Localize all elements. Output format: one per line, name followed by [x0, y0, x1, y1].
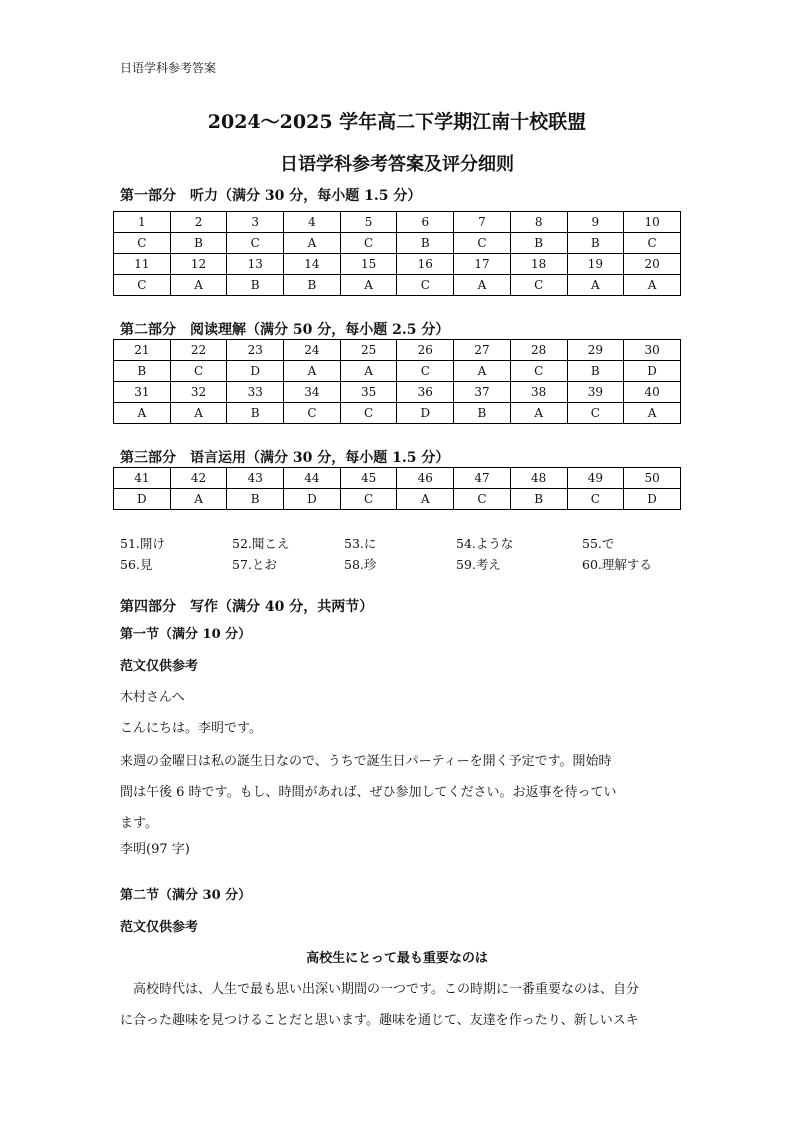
answer-cell: C	[567, 489, 624, 510]
question-number-cell: 49	[567, 468, 624, 489]
answer-cell: C	[454, 489, 511, 510]
fill-answer: 55.で	[582, 536, 615, 551]
question-number-cell: 1	[114, 212, 171, 233]
question-number-cell: 25	[340, 340, 397, 361]
answer-cell: A	[340, 361, 397, 382]
question-number-cell: 28	[510, 340, 567, 361]
answer-cell: A	[170, 489, 227, 510]
answer-cell: A	[340, 275, 397, 296]
question-number-cell: 12	[170, 254, 227, 275]
part2-heading: 第二部分 阅读理解（满分 50 分，每小题 2.5 分）	[120, 322, 450, 338]
question-number-cell: 8	[510, 212, 567, 233]
answer-cell: A	[170, 275, 227, 296]
part3-answer-table	[113, 467, 681, 510]
part1-heading: 第一部分 听力（满分 30 分，每小题 1.5 分）	[120, 188, 422, 204]
question-number-cell: 21	[114, 340, 171, 361]
answer-cell: B	[397, 233, 454, 254]
answer-row	[114, 233, 681, 254]
letter-line: 木村さんへ	[120, 690, 185, 705]
answer-cell: B	[567, 233, 624, 254]
answer-cell: B	[454, 403, 511, 424]
answer-cell: D	[624, 489, 681, 510]
answer-cell: D	[114, 489, 171, 510]
letter-line: ます。	[120, 816, 158, 831]
answer-cell: A	[284, 361, 341, 382]
answer-cell: B	[284, 275, 341, 296]
question-number-cell: 13	[227, 254, 284, 275]
question-number-cell: 43	[227, 468, 284, 489]
question-number-cell: 23	[227, 340, 284, 361]
answer-cell: C	[567, 403, 624, 424]
answer-cell: C	[114, 233, 171, 254]
part3-heading: 第三部分 语言运用（满分 30 分，每小题 1.5 分）	[120, 450, 450, 466]
question-number-cell: 9	[567, 212, 624, 233]
question-number-cell: 10	[624, 212, 681, 233]
fill-answer: 52.聞こえ	[232, 536, 290, 551]
answer-cell: A	[624, 403, 681, 424]
answer-cell: C	[397, 361, 454, 382]
letter-line: こんにちは。李明です。	[120, 721, 262, 736]
answer-cell: B	[510, 233, 567, 254]
answer-cell: C	[397, 275, 454, 296]
answer-cell: A	[114, 403, 171, 424]
essay-title: 高校生にとって最も重要なのは	[306, 951, 488, 966]
question-number-row	[114, 254, 681, 275]
question-number-cell: 47	[454, 468, 511, 489]
section1-sample-label: 范文仅供参考	[120, 659, 199, 674]
fill-answer: 58.珍	[344, 557, 377, 572]
answer-cell: D	[284, 489, 341, 510]
question-number-cell: 30	[624, 340, 681, 361]
answer-cell: B	[114, 361, 171, 382]
answer-cell: C	[510, 275, 567, 296]
question-number-row	[114, 340, 681, 361]
answer-cell: A	[284, 233, 341, 254]
answer-cell: C	[227, 233, 284, 254]
answer-cell: C	[284, 403, 341, 424]
question-number-cell: 3	[227, 212, 284, 233]
answer-cell: C	[510, 361, 567, 382]
page-subtitle: 日语学科参考答案及评分细则	[280, 154, 514, 175]
question-number-cell: 48	[510, 468, 567, 489]
answer-cell: B	[227, 275, 284, 296]
fill-answer: 51.開け	[120, 536, 165, 551]
question-number-row	[114, 382, 681, 403]
answer-cell: A	[170, 403, 227, 424]
answer-cell: D	[624, 361, 681, 382]
answer-cell: A	[397, 489, 454, 510]
fill-answer: 60.理解する	[582, 557, 652, 572]
question-number-cell: 37	[454, 382, 511, 403]
answer-row	[114, 275, 681, 296]
question-number-cell: 19	[567, 254, 624, 275]
fill-answer: 59.考え	[456, 557, 501, 572]
question-number-cell: 29	[567, 340, 624, 361]
essay-line: に合った趣味を見つけることだと思います。趣味を通じて、友達を作ったり、新しいスキ	[120, 1013, 639, 1028]
question-number-row	[114, 212, 681, 233]
answer-cell: D	[227, 361, 284, 382]
answer-cell: A	[567, 275, 624, 296]
question-number-cell: 14	[284, 254, 341, 275]
letter-line: 間は午後 6 時です。もし、時間があれば、ぜひ参加してください。お返事を待ってい	[120, 785, 617, 800]
answer-cell: C	[624, 233, 681, 254]
letter-line: 李明(97 字)	[120, 842, 190, 857]
answer-cell: B	[510, 489, 567, 510]
question-number-cell: 26	[397, 340, 454, 361]
question-number-cell: 6	[397, 212, 454, 233]
answer-cell: A	[624, 275, 681, 296]
section2-sample-label: 范文仅供参考	[120, 920, 199, 935]
answer-row	[114, 489, 681, 510]
question-number-cell: 2	[170, 212, 227, 233]
answer-cell: C	[114, 275, 171, 296]
question-number-cell: 4	[284, 212, 341, 233]
header-note: 日语学科参考答案	[120, 61, 217, 75]
answer-cell: C	[340, 489, 397, 510]
answer-cell: C	[170, 361, 227, 382]
question-number-cell: 32	[170, 382, 227, 403]
essay-line: 高校時代は、人生で最も思い出深い期間の一つです。この時期に一番重要なのは、自分	[120, 982, 639, 997]
question-number-cell: 44	[284, 468, 341, 489]
answer-cell: B	[227, 489, 284, 510]
answer-cell: B	[567, 361, 624, 382]
answer-row	[114, 361, 681, 382]
page-title: 2024～2025 学年高二下学期江南十校联盟	[207, 111, 587, 133]
question-number-cell: 40	[624, 382, 681, 403]
question-number-cell: 20	[624, 254, 681, 275]
question-number-cell: 31	[114, 382, 171, 403]
part4-heading: 第四部分 写作（满分 40 分，共两节）	[120, 599, 374, 615]
question-number-cell: 36	[397, 382, 454, 403]
letter-line: 来週の金曜日は私の誕生日なので、うちで誕生日パーティーを開く予定です。開始時	[120, 754, 612, 769]
answer-cell: B	[170, 233, 227, 254]
question-number-cell: 18	[510, 254, 567, 275]
part1-answer-table	[113, 211, 681, 296]
part2-answer-table	[113, 339, 681, 424]
fill-answer: 53.に	[344, 536, 377, 551]
question-number-cell: 34	[284, 382, 341, 403]
answer-cell: C	[454, 233, 511, 254]
question-number-cell: 7	[454, 212, 511, 233]
answer-cell: B	[227, 403, 284, 424]
question-number-cell: 41	[114, 468, 171, 489]
question-number-row	[114, 468, 681, 489]
question-number-cell: 17	[454, 254, 511, 275]
question-number-cell: 27	[454, 340, 511, 361]
answer-row	[114, 403, 681, 424]
answer-cell: C	[340, 403, 397, 424]
question-number-cell: 33	[227, 382, 284, 403]
question-number-cell: 22	[170, 340, 227, 361]
question-number-cell: 39	[567, 382, 624, 403]
question-number-cell: 38	[510, 382, 567, 403]
question-number-cell: 45	[340, 468, 397, 489]
question-number-cell: 5	[340, 212, 397, 233]
section2-heading: 第二节（满分 30 分）	[120, 888, 252, 903]
question-number-cell: 46	[397, 468, 454, 489]
question-number-cell: 16	[397, 254, 454, 275]
answer-cell: D	[397, 403, 454, 424]
answer-cell: A	[454, 275, 511, 296]
fill-answer: 56.見	[120, 557, 153, 572]
answer-cell: C	[340, 233, 397, 254]
fill-answer: 57.とお	[232, 557, 277, 572]
fill-answer: 54.ような	[456, 536, 514, 551]
answer-cell: A	[454, 361, 511, 382]
question-number-cell: 42	[170, 468, 227, 489]
question-number-cell: 35	[340, 382, 397, 403]
section1-heading: 第一节（满分 10 分）	[120, 627, 252, 642]
question-number-cell: 11	[114, 254, 171, 275]
answer-cell: A	[510, 403, 567, 424]
question-number-cell: 24	[284, 340, 341, 361]
question-number-cell: 50	[624, 468, 681, 489]
question-number-cell: 15	[340, 254, 397, 275]
